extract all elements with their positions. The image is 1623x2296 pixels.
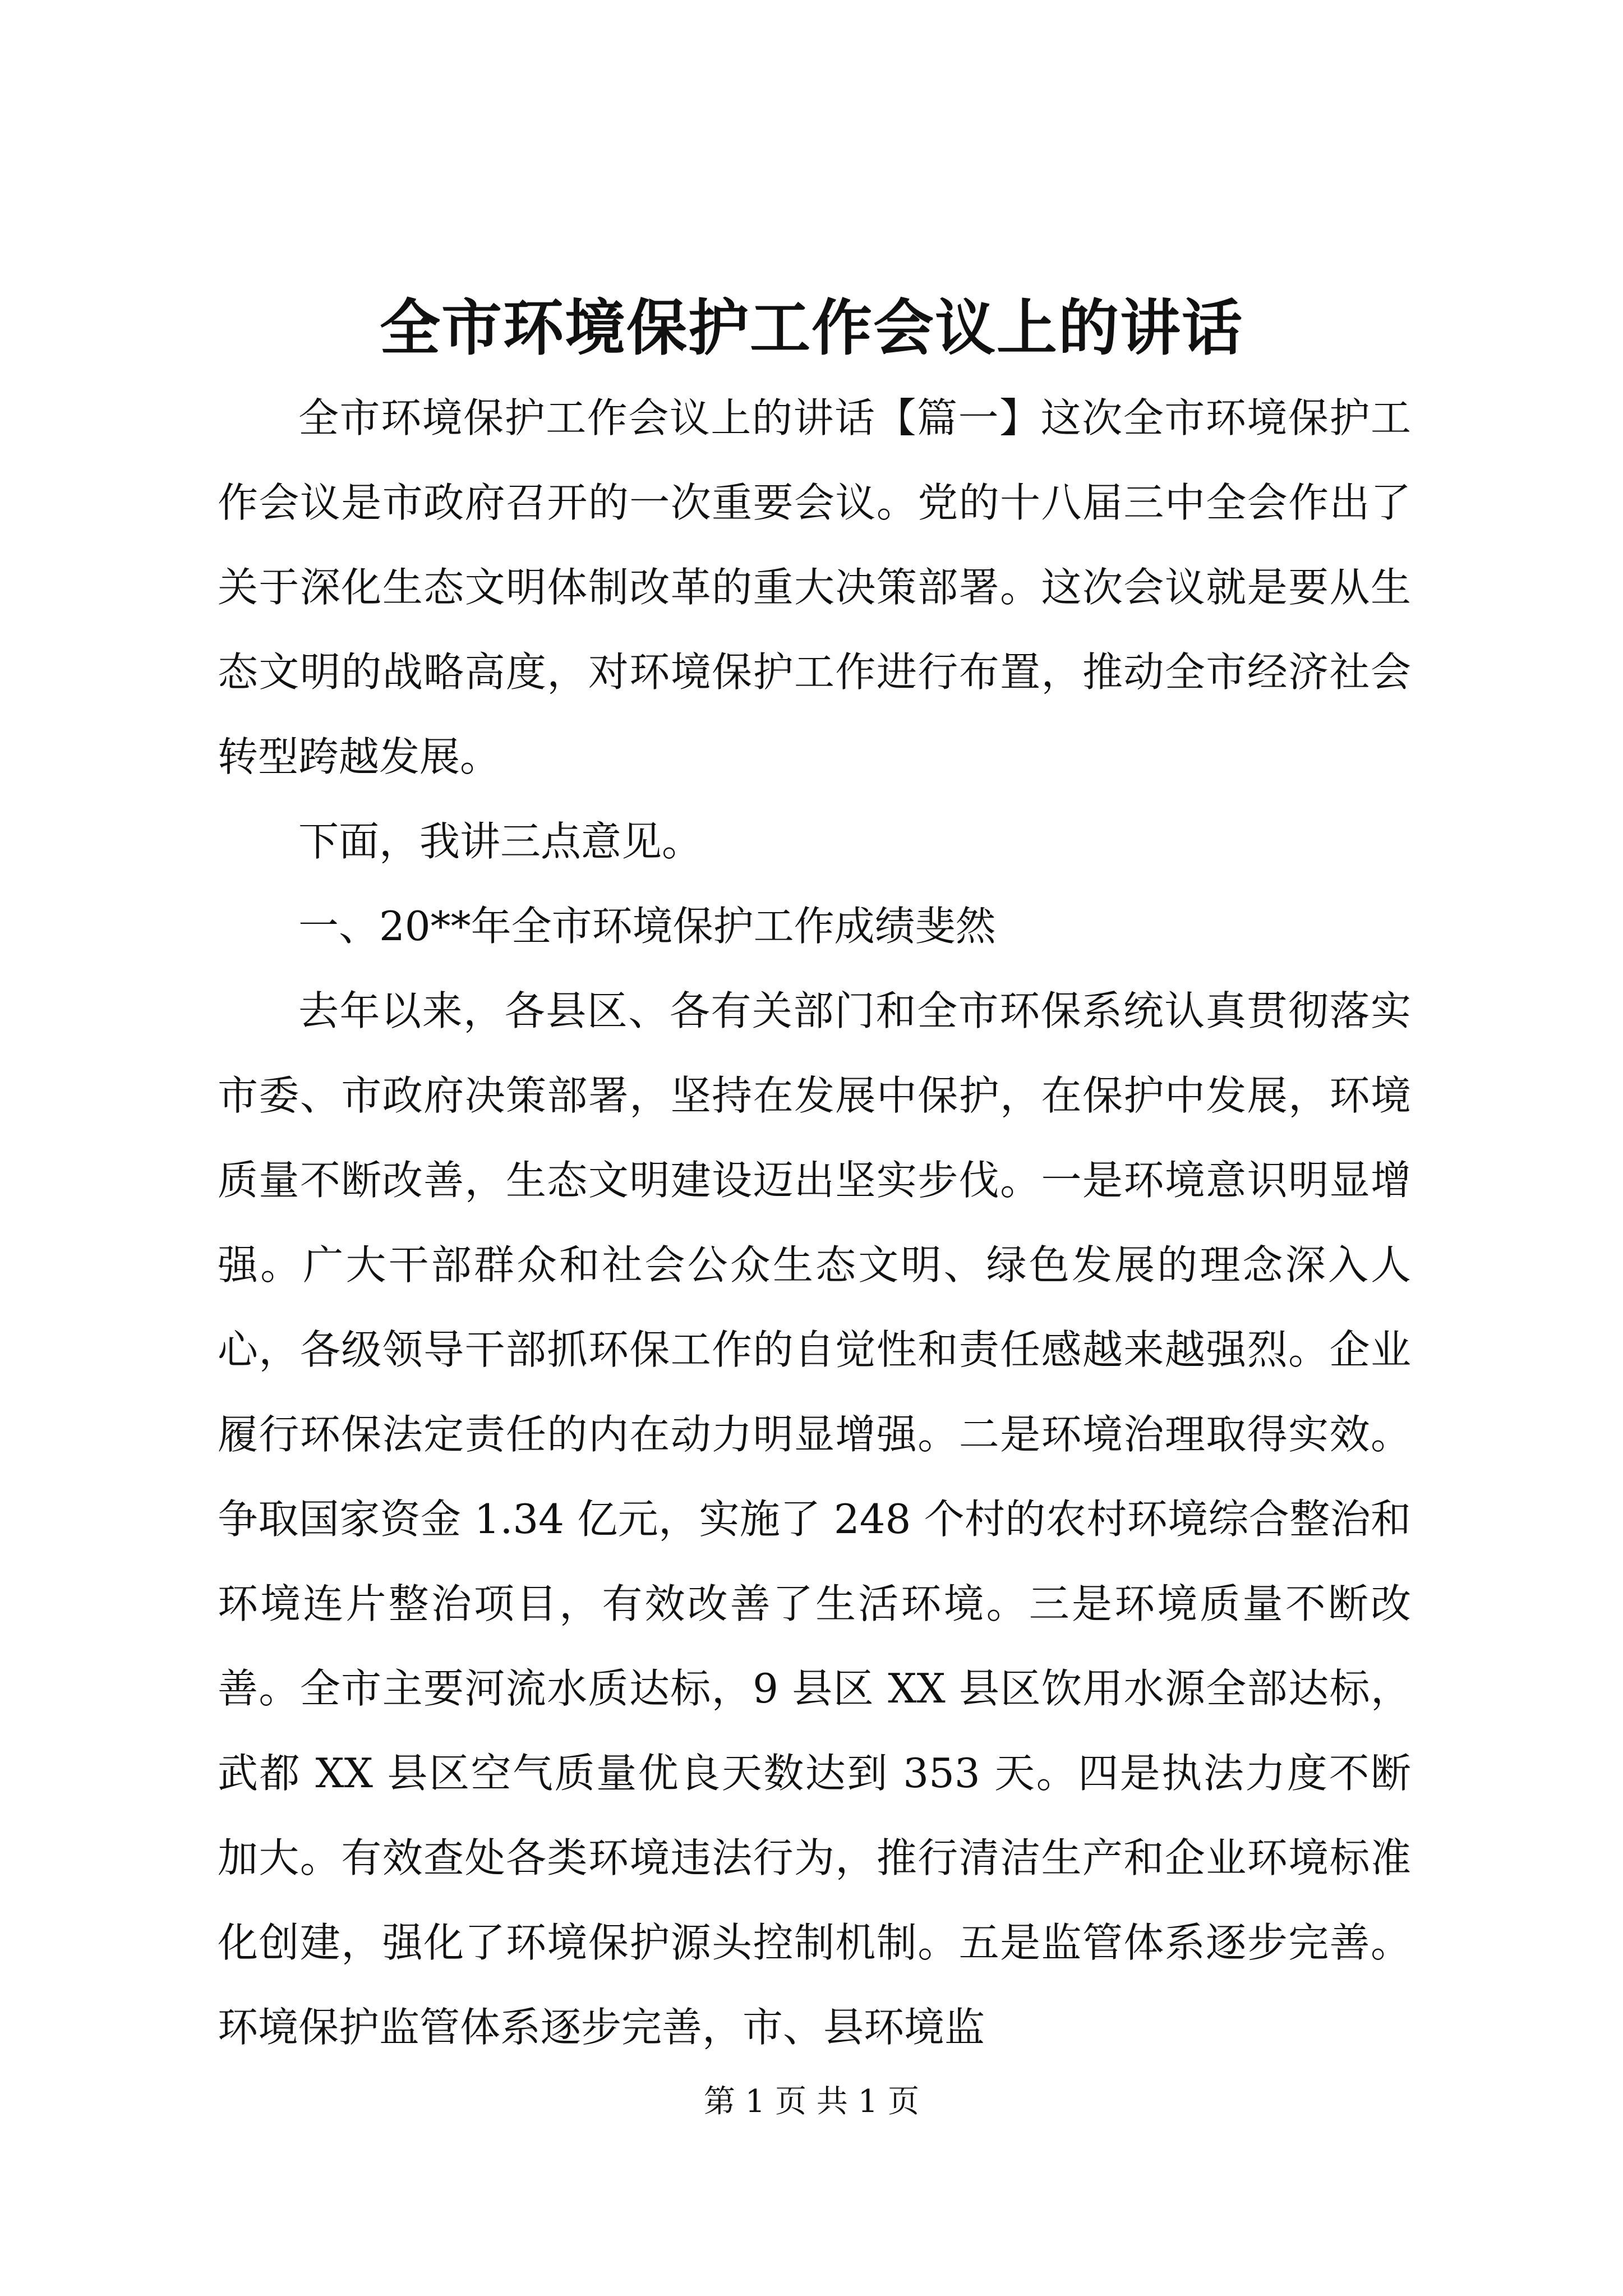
section-heading: 一、20**年全市环境保护工作成绩斐然 [298,903,996,950]
document-title: 全市环境保护工作会议上的讲话 [379,293,1243,364]
page-footer: 第 1 页 共 1 页 [703,2083,920,2120]
paragraph-intro: 全市环境保护工作会议上的讲话【篇一】这次全市环境保护工作会议是市政府召开的一次重要会议。党的十八届三中全会作出了关于深化生态文明体制改革的重大决策部署。这次会议就是要从生态文明的战略高度，对环境保护工作进行布置，推动全市经济社会转型跨越发展。 [218,394,1411,780]
paragraph-outline: 下面，我讲三点意见。 [298,818,703,865]
document-body [218,376,1411,2070]
paragraph-achievements: 去年以来，各县区、各有关部门和全市环保系统认真贯彻落实市委、市政府决策部署，坚持在发展中保护，在保护中发展，环境质量不断改善，生态文明建设迈出坚实步伐。一是环境意识明显增强。广大干部群众和社会公众生态文明、绿色发展的理念深入人心，各级领导干部抓环保工作的自觉性和责任感越来越强烈。企业履行环保法定责任的内在动力明显增强。二是环境治理取得实效。争取国家资金 1.34 亿元，实施了 248 个村的农村环境综合整治和环境连片整治项目，有效改善了生活环境。三是环境质量不断改善。全市主要河流水质达标，9 县区 XX 县区饮用水源全部达标，武都 XX 县区空气质量优良天数达到 353 天。四是执法力度不断加大。有效查处各类环境违法行为，推行清洁生产和企业环境标准化创建，强化了环境保护源头控制机制。五是监管体系逐步完善。环境保护监管体系逐步完善，市、县环境监 [218,987,1411,2051]
